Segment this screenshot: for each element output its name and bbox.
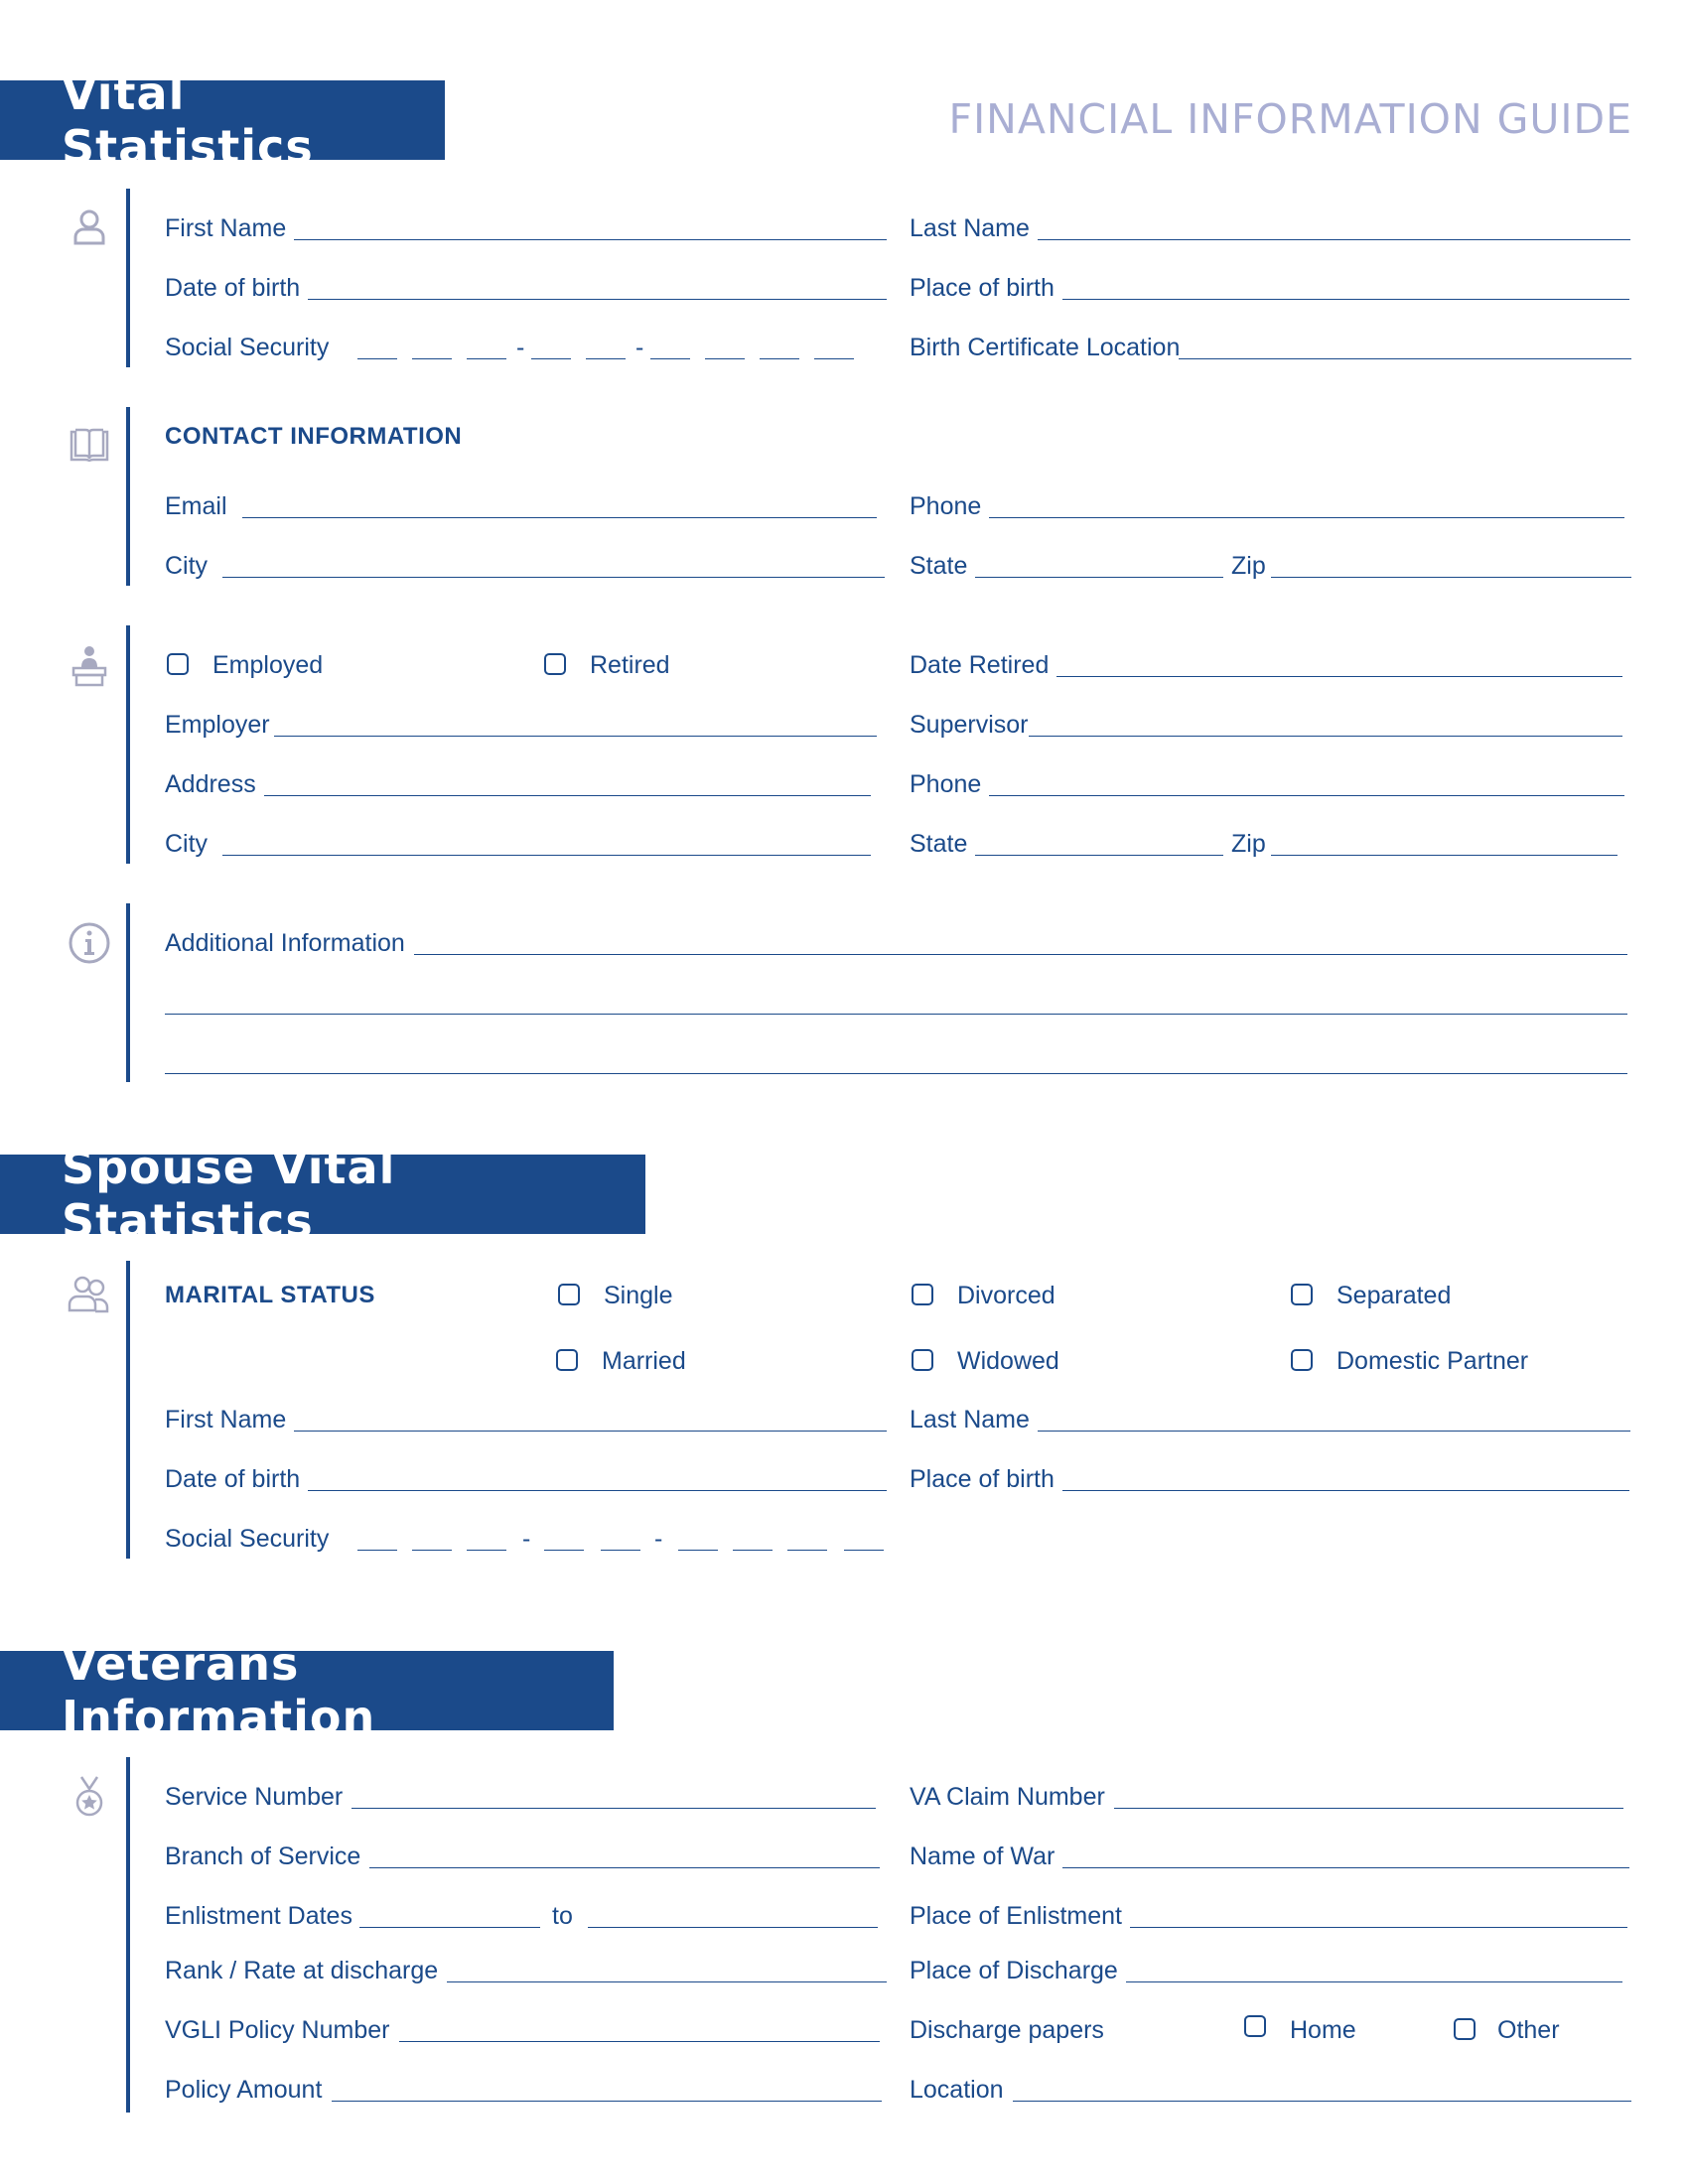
spouse-last-name-label: Last Name bbox=[910, 1406, 1030, 1433]
ssn-hyphen: - bbox=[516, 334, 525, 361]
home-checkbox[interactable] bbox=[1244, 2015, 1266, 2037]
section-bar-veterans bbox=[126, 1757, 130, 2113]
widowed-checkbox[interactable] bbox=[912, 1349, 933, 1371]
ssn-digit-7[interactable] bbox=[705, 358, 745, 359]
service-number-label: Service Number bbox=[165, 1783, 344, 1811]
spouse-ssn-digit-7[interactable] bbox=[733, 1550, 773, 1551]
section-bar-contact bbox=[126, 407, 130, 586]
zip-field[interactable] bbox=[1271, 577, 1631, 578]
ssn-digit-5[interactable] bbox=[586, 358, 626, 359]
section-bar-spouse bbox=[126, 1261, 130, 1559]
spouse-first-name-field[interactable] bbox=[294, 1431, 887, 1432]
employed-label: Employed bbox=[212, 651, 324, 679]
book-icon bbox=[66, 420, 113, 468]
rank-label: Rank / Rate at discharge bbox=[165, 1957, 439, 1984]
employer-zip-label: Zip bbox=[1231, 830, 1266, 858]
supervisor-label: Supervisor bbox=[910, 711, 1029, 739]
single-checkbox[interactable] bbox=[558, 1284, 580, 1305]
enlistment-end-field[interactable] bbox=[588, 1927, 878, 1928]
war-field[interactable] bbox=[1062, 1867, 1629, 1868]
married-label: Married bbox=[602, 1347, 686, 1375]
branch-label: Branch of Service bbox=[165, 1843, 361, 1870]
spouse-dob-label: Date of birth bbox=[165, 1465, 301, 1493]
state-field[interactable] bbox=[975, 577, 1223, 578]
email-field[interactable] bbox=[242, 517, 877, 518]
place-enlistment-field[interactable] bbox=[1130, 1927, 1627, 1928]
spouse-ssn-digit-4[interactable] bbox=[544, 1550, 584, 1551]
dob-field[interactable] bbox=[308, 299, 887, 300]
to-label: to bbox=[552, 1902, 573, 1930]
spouse-ssn-hyphen: - bbox=[522, 1525, 531, 1553]
address-label: Address bbox=[165, 770, 256, 798]
widowed-label: Widowed bbox=[957, 1347, 1059, 1375]
spouse-ssn-digit-3[interactable] bbox=[467, 1550, 506, 1551]
divorced-label: Divorced bbox=[957, 1282, 1055, 1309]
rank-field[interactable] bbox=[447, 1981, 887, 1982]
vgli-field[interactable] bbox=[399, 2041, 880, 2042]
place-discharge-field[interactable] bbox=[1126, 1981, 1622, 1982]
additional-info-label: Additional Information bbox=[165, 929, 405, 957]
phone-label: Phone bbox=[910, 492, 982, 520]
branch-field[interactable] bbox=[369, 1867, 880, 1868]
email-label: Email bbox=[165, 492, 227, 520]
section-bar-additional bbox=[126, 903, 130, 1082]
address-field[interactable] bbox=[264, 795, 871, 796]
spouse-ssn-label: Social Security bbox=[165, 1525, 330, 1553]
spouse-pob-field[interactable] bbox=[1062, 1490, 1629, 1491]
domestic-partner-label: Domestic Partner bbox=[1336, 1347, 1529, 1375]
first-name-field[interactable] bbox=[294, 239, 887, 240]
additional-info-line-1[interactable] bbox=[414, 954, 1627, 955]
ssn-digit-1[interactable] bbox=[357, 358, 397, 359]
service-number-field[interactable] bbox=[352, 1808, 876, 1809]
divorced-checkbox[interactable] bbox=[912, 1284, 933, 1305]
ssn-hyphen: - bbox=[635, 334, 644, 361]
spouse-ssn-digit-9[interactable] bbox=[844, 1550, 884, 1551]
employed-checkbox[interactable] bbox=[167, 653, 189, 675]
va-claim-field[interactable] bbox=[1114, 1808, 1623, 1809]
location-field[interactable] bbox=[1013, 2101, 1631, 2102]
spouse-ssn-digit-1[interactable] bbox=[357, 1550, 397, 1551]
additional-info-line-3[interactable] bbox=[165, 1073, 1627, 1074]
enlistment-dates-label: Enlistment Dates bbox=[165, 1902, 352, 1930]
first-name-label: First Name bbox=[165, 214, 287, 242]
spouse-last-name-field[interactable] bbox=[1038, 1431, 1630, 1432]
city-field[interactable] bbox=[222, 577, 885, 578]
person-icon bbox=[66, 204, 113, 251]
employer-phone-label: Phone bbox=[910, 770, 982, 798]
married-checkbox[interactable] bbox=[556, 1349, 578, 1371]
medal-icon bbox=[66, 1773, 113, 1821]
war-label: Name of War bbox=[910, 1843, 1055, 1870]
spouse-ssn-digit-2[interactable] bbox=[412, 1550, 452, 1551]
employer-field[interactable] bbox=[274, 736, 877, 737]
ssn-digit-3[interactable] bbox=[467, 358, 506, 359]
va-claim-label: VA Claim Number bbox=[910, 1783, 1105, 1811]
spouse-dob-field[interactable] bbox=[308, 1490, 887, 1491]
city-label: City bbox=[165, 552, 209, 580]
employer-state-field[interactable] bbox=[975, 855, 1223, 856]
state-label: State bbox=[910, 552, 968, 580]
policy-amount-field[interactable] bbox=[332, 2101, 882, 2102]
other-label: Other bbox=[1497, 2016, 1560, 2044]
ssn-digit-4[interactable] bbox=[531, 358, 571, 359]
employer-city-field[interactable] bbox=[222, 855, 871, 856]
vgli-label: VGLI Policy Number bbox=[165, 2016, 390, 2044]
location-label: Location bbox=[910, 2076, 1004, 2104]
desk-worker-icon bbox=[66, 643, 113, 691]
single-label: Single bbox=[604, 1282, 673, 1309]
supervisor-field[interactable] bbox=[1029, 736, 1622, 737]
birth-cert-field[interactable] bbox=[1179, 358, 1631, 359]
enlistment-start-field[interactable] bbox=[359, 1927, 540, 1928]
ssn-digit-6[interactable] bbox=[650, 358, 690, 359]
home-label: Home bbox=[1290, 2016, 1356, 2044]
spouse-vital-statistics-banner: Spouse Vital Statistics bbox=[0, 1155, 645, 1234]
phone-field[interactable] bbox=[989, 517, 1624, 518]
other-checkbox[interactable] bbox=[1454, 2018, 1476, 2040]
zip-label: Zip bbox=[1231, 552, 1266, 580]
ssn-label: Social Security bbox=[165, 334, 330, 361]
domestic-partner-checkbox[interactable] bbox=[1291, 1349, 1313, 1371]
spouse-first-name-label: First Name bbox=[165, 1406, 287, 1433]
birth-cert-label: Birth Certificate Location bbox=[910, 334, 1181, 361]
spouse-ssn-digit-6[interactable] bbox=[678, 1550, 718, 1551]
spouse-ssn-digit-8[interactable] bbox=[787, 1550, 827, 1551]
employer-label: Employer bbox=[165, 711, 270, 739]
date-retired-label: Date Retired bbox=[910, 651, 1050, 679]
last-name-field[interactable] bbox=[1038, 239, 1630, 240]
couple-icon bbox=[66, 1271, 113, 1318]
info-icon bbox=[66, 919, 113, 967]
retired-checkbox[interactable] bbox=[544, 653, 566, 675]
separated-checkbox[interactable] bbox=[1291, 1284, 1313, 1305]
ssn-digit-9[interactable] bbox=[814, 358, 854, 359]
employer-state-label: State bbox=[910, 830, 968, 858]
policy-amount-label: Policy Amount bbox=[165, 2076, 323, 2104]
retired-label: Retired bbox=[590, 651, 670, 679]
place-enlistment-label: Place of Enlistment bbox=[910, 1902, 1122, 1930]
section-bar-employment bbox=[126, 625, 130, 864]
vital-statistics-banner: Vital Statistics bbox=[0, 80, 445, 160]
marital-status-heading: MARITAL STATUS bbox=[165, 1282, 375, 1308]
employer-city-label: City bbox=[165, 830, 209, 858]
place-discharge-label: Place of Discharge bbox=[910, 1957, 1118, 1984]
section-bar-vital bbox=[126, 189, 130, 367]
separated-label: Separated bbox=[1336, 1282, 1452, 1309]
ssn-digit-2[interactable] bbox=[412, 358, 452, 359]
discharge-papers-label: Discharge papers bbox=[910, 2016, 1104, 2044]
contact-heading: CONTACT INFORMATION bbox=[165, 423, 463, 450]
employer-zip-field[interactable] bbox=[1271, 855, 1618, 856]
date-retired-field[interactable] bbox=[1056, 676, 1622, 677]
pob-label: Place of birth bbox=[910, 274, 1055, 302]
spouse-ssn-hyphen: - bbox=[654, 1525, 663, 1553]
last-name-label: Last Name bbox=[910, 214, 1030, 242]
employer-phone-field[interactable] bbox=[989, 795, 1624, 796]
spouse-pob-label: Place of birth bbox=[910, 1465, 1055, 1493]
pob-field[interactable] bbox=[1062, 299, 1629, 300]
ssn-digit-8[interactable] bbox=[760, 358, 799, 359]
dob-label: Date of birth bbox=[165, 274, 301, 302]
spouse-ssn-digit-5[interactable] bbox=[601, 1550, 640, 1551]
guide-title: FINANCIAL INFORMATION GUIDE bbox=[948, 95, 1632, 143]
additional-info-line-2[interactable] bbox=[165, 1014, 1627, 1015]
veterans-information-banner: Veterans Information bbox=[0, 1651, 614, 1730]
